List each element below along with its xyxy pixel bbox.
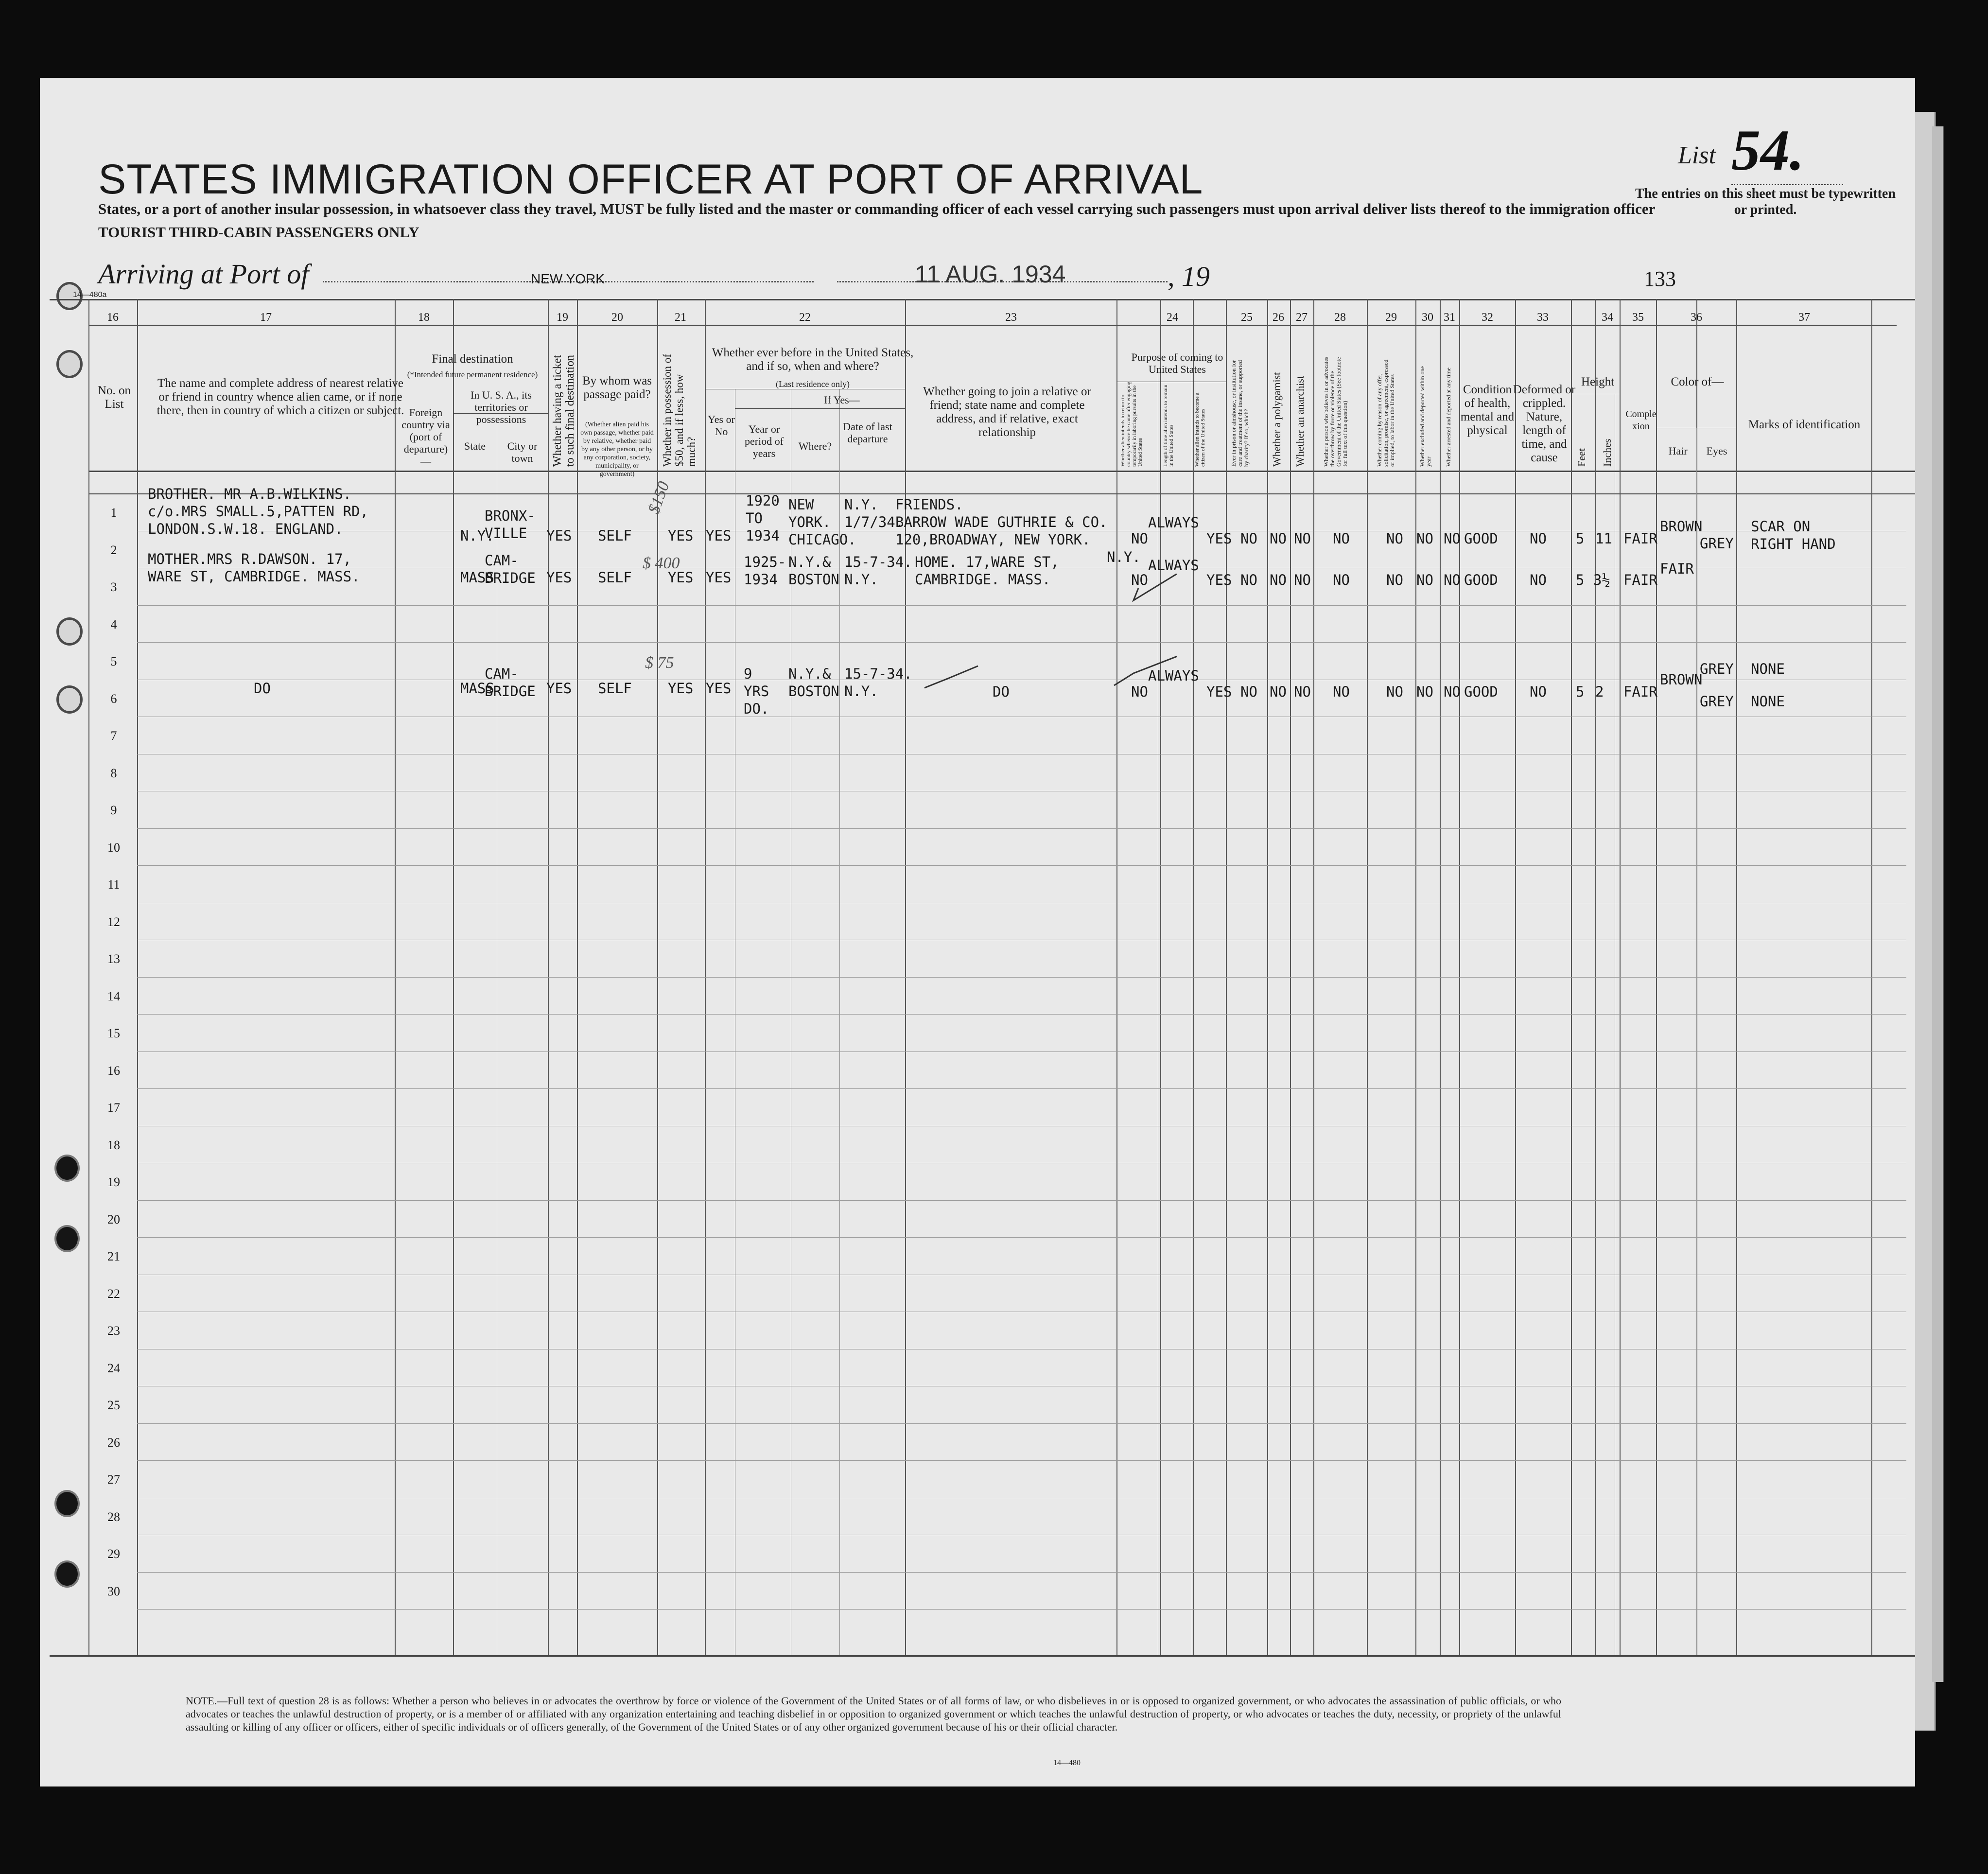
- r1-years: 1920 TO 1934: [746, 492, 780, 544]
- r2-health: GOOD: [1464, 572, 1498, 588]
- r3-complexion: FAIR: [1623, 683, 1657, 700]
- header-excluded-deported: Whether excluded and deported within one year: [1419, 366, 1432, 467]
- row-number: 29: [107, 1547, 120, 1561]
- header-hair: Hair: [1668, 445, 1688, 457]
- passenger-class: TOURIST THIRD-CABIN PASSENGERS ONLY: [98, 224, 419, 241]
- r3-inches: 2: [1595, 683, 1604, 700]
- r2-paid: SELF: [598, 569, 632, 586]
- header-inches: Inches: [1601, 438, 1613, 467]
- r1-before: YES: [706, 527, 732, 544]
- column-number: 22: [799, 311, 811, 324]
- header-length-of-stay: Length of time alien intends to remain in the United States: [1163, 385, 1174, 467]
- column-number: 29: [1385, 311, 1397, 324]
- header-passage-paid-note: (Whether alien paid his own passage, whether paid by relative, whether paid by any other person, or by any corporation, society, municipality, or government): [580, 421, 654, 478]
- column-number: 36: [1691, 311, 1702, 324]
- row-number: 1: [110, 506, 117, 520]
- arriving-label: Arriving at Port of: [98, 258, 309, 290]
- r1-join: FRIENDS. BARROW WADE GUTHRIE & CO. 120,BROADWAY, NEW YORK.: [895, 496, 1108, 548]
- row-number: 25: [107, 1398, 120, 1412]
- r1-c26: NO: [1270, 530, 1287, 547]
- header-if-yes: If Yes—: [824, 394, 860, 406]
- column-number: 24: [1167, 311, 1178, 324]
- header-no-on-list: No. on List: [97, 384, 131, 411]
- row-number: 15: [107, 1026, 120, 1040]
- binder-hole: [54, 1560, 80, 1588]
- binder-hole: [54, 1490, 80, 1517]
- r3-feet: 5: [1576, 683, 1585, 700]
- row-number: 3: [110, 580, 117, 594]
- r2-citizen: YES: [1206, 572, 1232, 588]
- r2-c27: NO: [1294, 572, 1311, 588]
- header-marks-identification: Marks of identification: [1748, 418, 1861, 431]
- header-become-citizen: Whether alien intends to become a citizen of the United States: [1194, 392, 1206, 467]
- r2-deformed: NO: [1530, 572, 1547, 588]
- row-number: 13: [107, 952, 120, 966]
- r1-join-extra: N.Y.: [1107, 549, 1141, 565]
- column-number: 34: [1602, 311, 1613, 324]
- binder-hole: [56, 617, 83, 646]
- sheet-code: 133: [1644, 267, 1676, 291]
- r1-c28: NO: [1333, 530, 1350, 547]
- column-number: 30: [1422, 311, 1433, 324]
- r2-c31: NO: [1444, 572, 1461, 588]
- header-deformed: Deformed or crippled. Nature, length of time, and cause: [1513, 383, 1576, 464]
- r2-state: MASS: [460, 569, 494, 586]
- column-number: 28: [1334, 311, 1346, 324]
- r1-length: ALWAYS: [1148, 514, 1199, 531]
- row-number: 27: [107, 1472, 120, 1487]
- binder-hole: [56, 350, 83, 378]
- header-complexion: Complexion: [1625, 409, 1657, 432]
- r1-c30: NO: [1416, 530, 1433, 547]
- header-nearest-relative: The name and complete address of nearest relative or friend in country whence alien came, or if none there, then in country of which a citizen or subject.: [157, 377, 404, 417]
- row-number: 19: [107, 1175, 120, 1189]
- r1-where: NEW YORK. CHICAGO.: [788, 496, 856, 548]
- year-label: , 19: [1168, 261, 1210, 292]
- r2-c28: NO: [1333, 572, 1350, 588]
- row-number: 28: [107, 1509, 120, 1524]
- footnote-question-28: NOTE.—Full text of question 28 is as follows: Whether a person who believes in or advocates the overthrow by force or violence of the Government of the United States or of all forms of law, or who disbelieves in or is opposed to organized government, or who advocates the assassination of public officials, or who advocates or teaches the unlawful destruction of property, or is a member of or affiliated with any organization entertaining and teaching disbelief in or opposition to organized government or which teaches the unlawful destruction of property, or who advocates or teaches the duty, necessity, or propriety of the unlawful assaulting or killing of any officer or officers, either of specific individuals or of officers generally, of the Government of the United States or of any other organized government because of his or their official character.: [186, 1695, 1561, 1733]
- binder-hole: [56, 685, 83, 714]
- header-yes-or-no: Yes or No: [708, 413, 735, 438]
- r2-departure: 15-7-34. N.Y.: [844, 554, 912, 588]
- header-prison-almshouse: Ever in prison or almshouse, or institution for care and treatment of the insane, or supported by charity? If so, which?: [1230, 360, 1250, 467]
- header-ticket: Whether having a ticket to such final destination: [551, 355, 576, 467]
- row-number: 4: [110, 617, 117, 631]
- arrival-date-stamp: 11 AUG. 1934: [915, 261, 1066, 288]
- r3-deformed: NO: [1530, 683, 1547, 700]
- r1-money-handwritten: $150: [645, 479, 673, 517]
- r3-c25: NO: [1240, 683, 1257, 700]
- r3-where: N.Y.& BOSTON: [788, 666, 839, 700]
- header-date-last-departure: Date of last departure: [843, 420, 892, 445]
- r2-c26: NO: [1270, 572, 1287, 588]
- r2-before: YES: [706, 569, 732, 586]
- column-number: 23: [1005, 311, 1017, 324]
- column-number: 26: [1273, 311, 1284, 324]
- column-number: 21: [675, 311, 686, 324]
- binder-hole: [54, 1155, 80, 1182]
- column-number: 27: [1296, 311, 1308, 324]
- r3-join: DO: [993, 683, 1010, 700]
- header-last-residence: (Last residence only): [776, 379, 850, 389]
- header-feet: Feet: [1575, 448, 1587, 467]
- r2-c25: NO: [1240, 572, 1257, 588]
- r1-c25: NO: [1240, 530, 1257, 547]
- r2-years: 1925- 1934: [744, 554, 786, 588]
- r1-return: NO: [1131, 530, 1148, 547]
- row-number: 21: [107, 1249, 120, 1263]
- r2-c30: NO: [1416, 572, 1433, 588]
- header-ever-before-us: Whether ever before in the United States, and if so, when and where?: [712, 346, 914, 373]
- header-height: Height: [1581, 375, 1615, 388]
- row-number: 14: [107, 989, 120, 1003]
- row-number: 12: [107, 914, 120, 929]
- r3-ticket: YES: [546, 680, 572, 697]
- check-marks: [905, 574, 1177, 700]
- r1-health: GOOD: [1464, 530, 1498, 547]
- row-number: 16: [107, 1063, 120, 1078]
- row-number: 7: [110, 729, 117, 743]
- r2-inches: 3½: [1593, 572, 1610, 588]
- r3-state: MASS: [460, 680, 494, 697]
- r1-eyes: GREY: [1700, 535, 1734, 552]
- r3-departure: 15-7-34. N.Y.: [844, 666, 912, 700]
- header-where: Where?: [798, 440, 832, 452]
- footer-form-number: 14—480: [1053, 1759, 1081, 1767]
- typewritten-note: The entries on this sheet must be typewritten or printed.: [1635, 186, 1896, 217]
- header-overthrow: Whether a person who believes in or advocates the overthrow by force or violence of the Government of the United States (See footnote for full text of this question): [1323, 356, 1348, 467]
- r3-c31: NO: [1444, 683, 1461, 700]
- r3-money-handwritten: $ 75: [645, 654, 674, 672]
- form-number: 14—480a: [73, 291, 107, 299]
- row-number: 9: [110, 803, 117, 817]
- column-number: 17: [260, 311, 272, 324]
- column-number: 35: [1632, 311, 1644, 324]
- r2-money-handwritten: $ 400: [643, 554, 680, 572]
- r3-c30: NO: [1416, 683, 1433, 700]
- list-label: List: [1678, 141, 1716, 169]
- column-number: 32: [1482, 311, 1493, 324]
- r2-relative: MOTHER.MRS R.DAWSON. 17, WARE ST, CAMBRIDGE. MASS.: [148, 551, 360, 585]
- r1-marks: SCAR ON RIGHT HAND: [1751, 518, 1836, 552]
- binder-hole: [54, 1225, 80, 1252]
- header-color-of: Color of—: [1671, 375, 1724, 388]
- r1-inches: 11: [1595, 530, 1612, 547]
- r2-marks: NONE: [1751, 661, 1785, 677]
- page-title: STATES IMMIGRATION OFFICER AT PORT OF ARRIVAL: [98, 156, 1203, 203]
- row-number: 20: [107, 1212, 120, 1226]
- header-year-or-period: Year or period of years: [744, 423, 784, 459]
- r2-complexion: FAIR: [1623, 572, 1657, 588]
- header-purpose: Purpose of coming to United States: [1131, 351, 1223, 375]
- r2-hair: FAIR: [1660, 560, 1694, 577]
- r2-where: N.Y.& BOSTON: [788, 554, 839, 588]
- r1-city: BRONX- VILLE: [485, 508, 536, 542]
- header-final-destination: Final destination: [432, 352, 513, 366]
- header-final-destination-note: (*Intended future permanent residence): [407, 370, 538, 379]
- page-stack-edge-back: [1932, 126, 1944, 1682]
- r3-return: NO: [1131, 683, 1148, 700]
- r3-eyes: GREY: [1700, 693, 1734, 710]
- r1-hair: BROWN: [1660, 518, 1703, 535]
- row-number: 8: [110, 766, 117, 780]
- header-condition-health: Condition of health, mental and physical: [1460, 383, 1515, 437]
- header-join-relative: Whether going to join a relative or friend; state name and complete address, and if relative, exact relationship: [923, 385, 1091, 439]
- column-number: 19: [557, 311, 568, 324]
- r3-c26: NO: [1270, 683, 1287, 700]
- r2-c29: NO: [1386, 572, 1403, 588]
- r1-ticket: YES: [546, 527, 572, 544]
- r3-citizen: YES: [1206, 683, 1232, 700]
- row-number: 17: [107, 1101, 120, 1115]
- r3-marks: NONE: [1751, 693, 1785, 710]
- r1-citizen: YES: [1206, 530, 1232, 547]
- r3-money: YES: [668, 680, 694, 697]
- column-number: 31: [1444, 311, 1455, 324]
- r1-complexion: FAIR: [1623, 530, 1657, 547]
- r2-ticket: YES: [546, 569, 572, 586]
- column-number: 18: [418, 311, 430, 324]
- r1-c27: NO: [1294, 530, 1311, 547]
- r3-before: YES: [706, 680, 732, 697]
- r3-c27: NO: [1294, 683, 1311, 700]
- row-number: 30: [107, 1584, 120, 1598]
- r1-deformed: NO: [1530, 530, 1547, 547]
- r3-paid: SELF: [598, 680, 632, 697]
- column-number: 16: [107, 311, 119, 324]
- header-eyes: Eyes: [1706, 445, 1727, 457]
- header-state: State: [464, 440, 486, 452]
- r1-state: N.Y.: [460, 527, 494, 544]
- r2-money: YES: [668, 569, 694, 586]
- r2-join: HOME. 17,WARE ST, CAMBRIDGE. MASS.: [915, 554, 1059, 588]
- r2-return: NO: [1131, 572, 1148, 588]
- r1-c31: NO: [1444, 530, 1461, 547]
- header-city: City or town: [507, 440, 538, 464]
- row-number: 5: [110, 654, 117, 668]
- row-number: 10: [107, 840, 120, 855]
- header-passage-paid: By whom was passage paid?: [582, 374, 652, 401]
- column-number: 33: [1537, 311, 1549, 324]
- list-number: 54.: [1731, 117, 1843, 185]
- r1-paid: SELF: [598, 527, 632, 544]
- r2-city: CAM- BRIDGE: [485, 552, 536, 586]
- r1-c29: NO: [1386, 530, 1403, 547]
- subtitle: States, or a port of another insular possession, in whatsoever class they travel, MUST be fully listed and the master or commanding officer of each vessel carrying such passengers must upon arrival deliver lists thereof to the immigration officer: [98, 200, 1656, 217]
- header-anarchist: Whether an anarchist: [1294, 376, 1306, 467]
- port-name: NEW YORK: [531, 271, 605, 286]
- row-number: 22: [107, 1286, 120, 1301]
- r1-relative: BROTHER. MR A.B.WILKINS. c/o.MRS SMALL.5,PATTEN RD, LONDON.S.W.18. ENGLAND.: [148, 486, 368, 537]
- r3-c28: NO: [1333, 683, 1350, 700]
- column-number: 37: [1798, 311, 1810, 324]
- header-foreign-country: Foreign country via (port of departure)—: [401, 406, 450, 467]
- r3-years: 9 YRS DO.: [744, 666, 769, 717]
- header-polygamist: Whether a polygamist: [1271, 372, 1283, 467]
- column-number: 25: [1241, 311, 1253, 324]
- r2-length: ALWAYS: [1148, 557, 1199, 574]
- r3-length: ALWAYS: [1148, 667, 1199, 684]
- row-number: 11: [107, 877, 120, 892]
- row-number: 2: [110, 543, 117, 557]
- r3-hair: BROWN: [1660, 671, 1703, 688]
- r1-money: YES: [668, 527, 694, 544]
- r1-feet: 5: [1576, 530, 1585, 547]
- r2-eyes: GREY: [1700, 661, 1734, 677]
- header-in-usa: In U. S. A., its territories or possessions: [471, 389, 532, 425]
- row-number: 18: [107, 1138, 120, 1152]
- row-number: 23: [107, 1324, 120, 1338]
- r3-city: CAM- BRIDGE: [485, 666, 536, 700]
- r3-health: GOOD: [1464, 683, 1498, 700]
- manifest-sheet: [40, 78, 1915, 1786]
- header-possession-50: Whether in possession of $50, and if less, how much?: [661, 354, 698, 467]
- r3-relative: DO: [254, 680, 271, 697]
- header-return-country: Whether alien intends to return to country whence he came after engaging temporarily in laboring pursuits in the United States: [1120, 382, 1143, 467]
- r1-departure: N.Y. 1/7/34.: [844, 496, 904, 530]
- row-number: 24: [107, 1361, 120, 1375]
- row-number: 6: [110, 691, 117, 706]
- r3-c29: NO: [1386, 683, 1403, 700]
- row-number: 26: [107, 1435, 120, 1450]
- header-labor-offer: Whether coming by reason of any offer, solicitation, promise, or agreement, expressed or implied, to labor in the United States: [1376, 359, 1395, 467]
- header-arrested-deported: Whether arrested and deported at any time: [1445, 368, 1452, 467]
- r2-feet: 5: [1576, 572, 1585, 588]
- column-number: 20: [611, 311, 623, 324]
